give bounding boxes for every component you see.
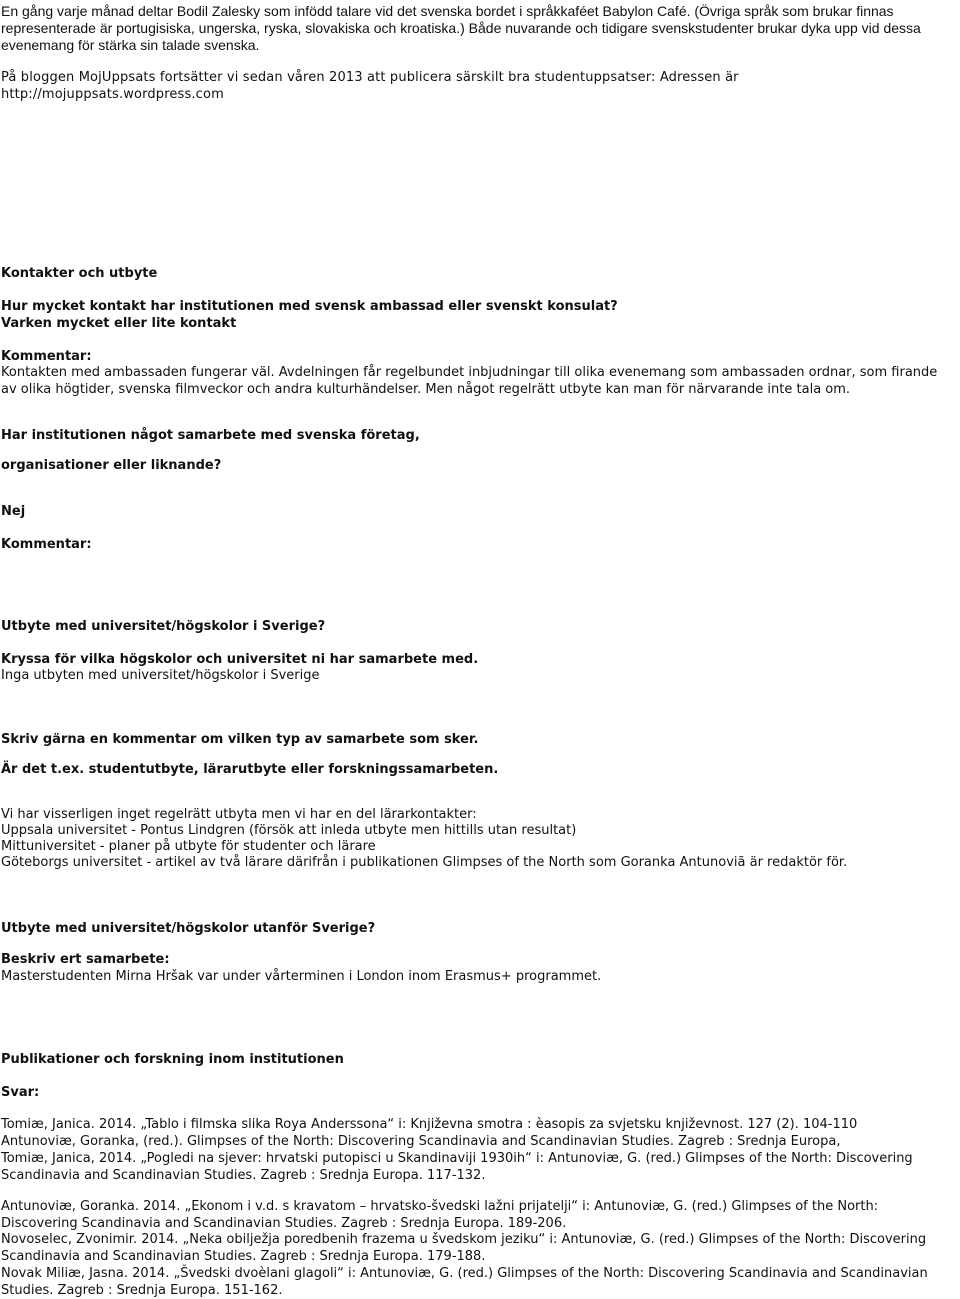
intro-paragraph-1: En gång varje månad deltar Bodil Zalesky som infödd talare vid det svenska bordet i språkkaféet Babylon Café. (Övriga språk som brukar finnas representerade är portugisiska, ungerska, ryska, slovakiska och kroatiska.) Både nuvarande och tidigare svenskstudenter brukar dyka upp vid dessa evenemang för stärka sin talade svenska. xyxy=(1,3,921,53)
question-companies-line-2: organisationer eller liknande? xyxy=(1,458,222,473)
swedish-comment-line: Göteborgs universitet - artikel av två lärare därifrån i publikationen Glimpses of the North som Goranka Antunoviã är redaktör för. xyxy=(1,855,848,870)
answer-swedish-universities: Inga utbyten med universitet/högskolor i Sverige xyxy=(1,668,320,683)
answer-embassy-contact: Varken mycket eller lite kontakt xyxy=(1,316,237,331)
question-swedish-universities: Utbyte med universitet/högskolor i Sverige? xyxy=(1,619,326,634)
swedish-comment-line: Mittuniversitet - planer på utbyte för studenter och lärare xyxy=(1,839,376,854)
comment-label-embassy: Kommentar: xyxy=(1,349,92,364)
comment-label-companies: Kommentar: xyxy=(1,537,92,552)
publication-entry: Novoselec, Zvonimir. 2014. „Neka obilježja poredbenih frazema u švedskom jeziku“ i: Antunoviæ, G. (red.) Glimpses of the North: Discovering Scandinavia and Scandinavian Studies. Zagreb : Srednja Europa. 179-188. xyxy=(1,1232,927,1264)
publication-entry: Tomiæ, Janica. 2014. „Tablo i filmska slika Roya Anderssona“ i: Književna smotra : èasopis za svjetsku književnost. 127 (2). 104-110 xyxy=(1,1117,858,1132)
intro-paragraph-2: På bloggen MojUppsats fortsätter vi sedan våren 2013 att publicera särskilt bra studentuppsatser: Adressen är http://mojuppsats.wordpress.com xyxy=(1,70,739,102)
comment-prompt-line-2: Är det t.ex. studentutbyte, lärarutbyte eller forskningssamarbeten. xyxy=(1,762,499,777)
question-foreign-universities: Utbyte med universitet/högskolor utanför Sverige? xyxy=(1,921,376,936)
text-foreign-cooperation: Masterstudenten Mirna Hršak var under vårterminen i London inom Erasmus+ programmet. xyxy=(1,969,602,984)
section-heading-contacts: Kontakter och utbyte xyxy=(1,266,158,281)
swedish-comment-line: Uppsala universitet - Pontus Lindgren (försök att inleda utbyte men hittills utan resultat) xyxy=(1,823,577,838)
instruction-swedish-universities: Kryssa för vilka högskolor och universitet ni har samarbete med. xyxy=(1,652,479,667)
publication-entry: Novak Miliæ, Jasna. 2014. „Švedski dvoèlani glagoli“ i: Antunoviæ, G. (red.) Glimpses of the North: Discovering Scandinavia and Scandinavian Studies. Zagreb : Srednja Europa. 151-162. xyxy=(1,1266,928,1298)
comment-text-embassy: Kontakten med ambassaden fungerar väl. Avdelningen får regelbundet inbjudningar till olika evenemang som ambassaden ordnar, som firande av olika högtider, svenska filmveckor och andra kulturhändelser. Men något regelrätt utbyte kan man för närvarande inte tala om. xyxy=(1,365,938,397)
question-embassy-contact: Hur mycket kontakt har institutionen med svensk ambassad eller svenskt konsulat? xyxy=(1,299,618,314)
question-companies-line-1: Har institutionen något samarbete med svenska företag, xyxy=(1,428,420,443)
answer-companies: Nej xyxy=(1,504,26,519)
answer-label-publications: Svar: xyxy=(1,1085,40,1100)
publication-entry: Tomiæ, Janica, 2014. „Pogledi na sjever: hrvatski putopisci u Skandinaviji 1930ih“ i: Antunoviæ, G. (red.) Glimpses of the North: Discovering Scandinavia and Scandinavian Studies. Zagreb : Srednja Europa. 117-132. xyxy=(1,1151,913,1183)
section-heading-publications: Publikationer och forskning inom institutionen xyxy=(1,1052,344,1067)
swedish-comment-line: Vi har visserligen inget regelrätt utbyta men vi har en del lärarkontakter: xyxy=(1,807,477,822)
publication-entry: Antunoviæ, Goranka. 2014. „Ekonom i v.d. s kravatom – hrvatsko-švedski lažni prijatelji“ i: Antunoviæ, G. (red.) Glimpses of the North: Discovering Scandinavia and Scandinavian Studies. Zagreb : Srednja Europa. 189-206. xyxy=(1,1199,879,1231)
label-describe-cooperation: Beskriv ert samarbete: xyxy=(1,952,170,967)
publication-entry: Antunoviæ, Goranka, (red.). Glimpses of the North: Discovering Scandinavia and Scandinavian Studies. Zagreb : Srednja Europa, xyxy=(1,1134,841,1149)
comment-prompt-line-1: Skriv gärna en kommentar om vilken typ av samarbete som sker. xyxy=(1,732,479,747)
